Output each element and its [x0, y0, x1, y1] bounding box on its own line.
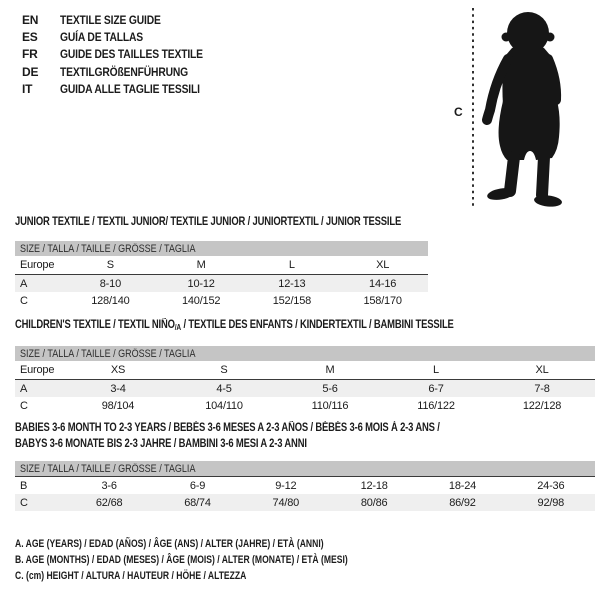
- table-row-months: [15, 477, 595, 494]
- language-code: DE: [22, 64, 39, 79]
- language-title: GUIDA ALLE TAGLIE TESSILI: [60, 82, 200, 97]
- value-cell: 122/128: [522, 399, 562, 412]
- table-row-europe: [15, 256, 428, 275]
- language-code: IT: [22, 82, 33, 97]
- value-cell: 24-36: [537, 479, 565, 492]
- row-label: A: [20, 277, 28, 290]
- value-cell: 152/158: [272, 294, 312, 307]
- row-label: Europe: [20, 259, 55, 271]
- language-row: [22, 63, 226, 80]
- junior-table: [15, 241, 428, 309]
- value-cell: 3-4: [110, 382, 126, 395]
- value-cell: 128/140: [91, 294, 130, 307]
- row-label: C: [20, 399, 28, 412]
- value-cell: 116/122: [417, 399, 455, 412]
- value-cell: 14-16: [369, 277, 397, 290]
- table-row-height: [15, 397, 595, 414]
- size-col-header: XS: [110, 364, 126, 376]
- value-cell: 18-24: [448, 479, 477, 492]
- toddler-silhouette-icon: [440, 2, 600, 214]
- table-row-europe: [15, 361, 595, 380]
- value-cell: 110/116: [311, 399, 349, 412]
- note-line-a: A. AGE (YEARS) / EDAD (AÑOS) / ÂGE (ANS) / ALTER (JAHRE) / ETÀ (ANNI): [15, 538, 324, 550]
- size-col-header: S: [106, 259, 114, 271]
- table-row-age: [15, 275, 428, 292]
- value-cell: 62/68: [95, 496, 123, 509]
- babies-table: [15, 461, 595, 511]
- value-cell: 8-10: [99, 277, 121, 290]
- children-table-title: [15, 319, 454, 332]
- size-header-bar: [15, 241, 428, 256]
- height-measure-label: C: [454, 105, 463, 119]
- language-title: TEXTILE SIZE GUIDE: [60, 12, 161, 27]
- language-list: [22, 11, 226, 98]
- size-col-header: L: [433, 364, 439, 376]
- value-cell: 6-9: [189, 479, 206, 492]
- value-cell: 3-6: [101, 479, 117, 492]
- language-code: FR: [22, 47, 38, 62]
- language-row: [22, 46, 226, 63]
- note-line-c: C. (cm) HEIGHT / ALTURA / HAUTEUR / HÖHE / ALTEZZA: [15, 570, 247, 583]
- value-cell: 158/170: [363, 294, 402, 307]
- value-cell: 92/98: [537, 496, 565, 509]
- value-cell: 5-6: [322, 382, 338, 395]
- children-table: [15, 346, 595, 414]
- size-col-header: L: [288, 259, 295, 271]
- note-line-b: B. AGE (MONTHS) / EDAD (MESES) / ÂGE (MOIS) / ALTER (MONATE) / ETÀ (MESI): [15, 554, 348, 567]
- value-cell: 12-13: [278, 277, 306, 290]
- value-cell: 80/86: [360, 496, 388, 509]
- size-col-header: M: [196, 259, 206, 271]
- value-cell: 98/104: [101, 399, 135, 412]
- value-cell: 10-12: [187, 277, 215, 290]
- language-code: EN: [22, 12, 39, 27]
- value-cell: 9-12: [275, 479, 297, 492]
- language-title: GUIDE DES TAILLES TEXTILE: [60, 47, 203, 62]
- title-text: CHILDREN'S TEXTILE / TEXTIL NIÑO: [15, 319, 175, 331]
- value-cell: 4-5: [216, 382, 232, 395]
- title-text: / TEXTILE DES ENFANTS / KINDERTEXTIL / BAMBINI TESSILE: [180, 319, 454, 331]
- size-col-header: S: [220, 364, 228, 376]
- size-header-text: SIZE / TALLA / TAILLE / GRÖSSE / TAGLIA: [20, 462, 196, 475]
- value-cell: 86/92: [449, 496, 476, 509]
- language-row: [22, 81, 226, 98]
- table-row-height: [15, 292, 428, 309]
- row-label: A: [20, 382, 28, 395]
- value-cell: 7-8: [534, 382, 550, 395]
- language-title: TEXTILGRÖßENFÜHRUNG: [60, 64, 189, 79]
- row-label: Europe: [20, 364, 55, 376]
- toddler-silhouette-shape: [486, 12, 562, 208]
- size-header-bar: [15, 346, 595, 361]
- height-figure: [440, 2, 600, 214]
- size-header-bar: [15, 461, 595, 477]
- title-line-2: BABYS 3-6 MONATE BIS 2-3 JAHRE / BAMBINI 3-6 MESI A 2-3 ANNI: [15, 437, 307, 450]
- language-code: ES: [22, 30, 38, 45]
- row-label: C: [20, 294, 28, 307]
- value-cell: 6-7: [428, 382, 444, 395]
- value-cell: 68/74: [184, 496, 211, 509]
- size-col-header: XL: [376, 259, 390, 271]
- row-label: B: [20, 479, 28, 492]
- table-row-age: [15, 380, 595, 397]
- title-line-1: BABIES 3-6 MONTH TO 2-3 YEARS / BEBÉS 3-6 MESES A 2-3 AÑOS / BÉBÉS 3-6 MOIS À 2-3 ANS /: [15, 422, 440, 434]
- junior-table-title: JUNIOR TEXTILE / TEXTIL JUNIOR/ TEXTILE JUNIOR / JUNIORTEXTIL / JUNIOR TESSILE: [15, 216, 402, 228]
- size-header-text: SIZE / TALLA / TAILLE / GRÖSSE / TAGLIA: [20, 242, 196, 255]
- size-header-text: SIZE / TALLA / TAILLE / GRÖSSE / TAGLIA: [20, 347, 196, 360]
- language-title: GUÍA DE TALLAS: [60, 30, 144, 45]
- legend-notes: [15, 536, 442, 585]
- value-cell: 104/110: [205, 399, 243, 412]
- language-row: [22, 28, 226, 45]
- babies-table-title: [15, 421, 533, 452]
- value-cell: 12-18: [360, 479, 388, 492]
- value-cell: 140/152: [181, 294, 221, 307]
- value-cell: 74/80: [272, 496, 300, 509]
- size-col-header: XL: [535, 364, 549, 376]
- title-subscript: /A: [174, 323, 181, 332]
- row-label: C: [20, 496, 28, 509]
- language-row: [22, 11, 226, 28]
- size-col-header: M: [325, 364, 335, 376]
- table-row-height: [15, 494, 595, 511]
